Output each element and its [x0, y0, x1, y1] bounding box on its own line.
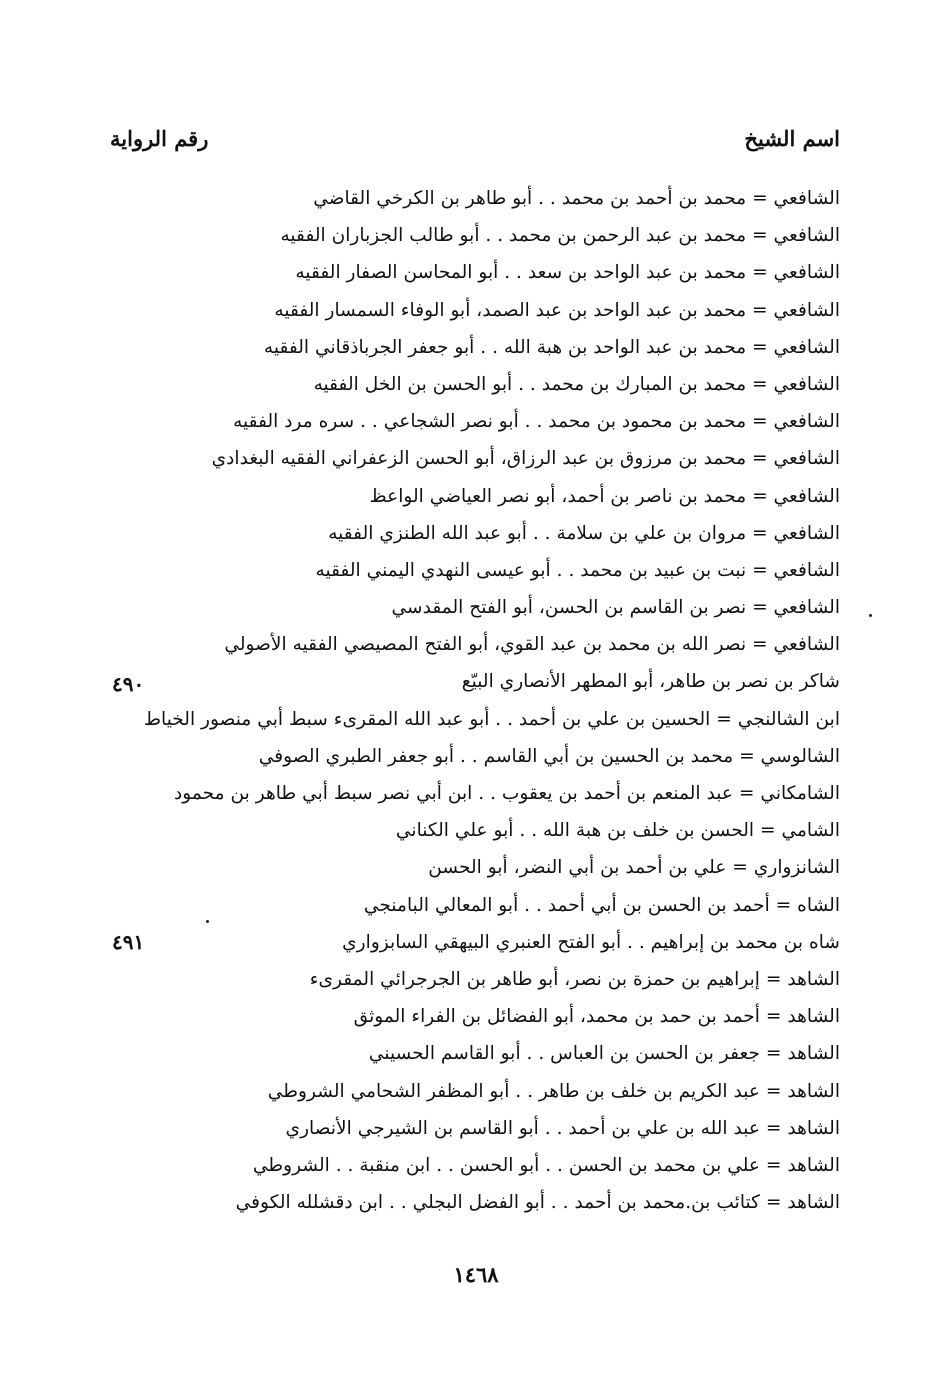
list-item: الشاهد = جعفر بن الحسن بن العباس . . أبو القاسم الحسيني — [368, 1043, 840, 1065]
list-item: الشافعي = نصر الله بن محمد بن عبد القوي، أبو الفتح المصيصي الفقيه الأصولي — [224, 634, 840, 656]
list-item: الشافعي = نصر بن القاسم بن الحسن، أبو الفتح المقدسي — [391, 597, 840, 619]
list-item: الشاهد = عبد الكريم بن خلف بن طاهر . . أبو المظفر الشحامي الشروطي — [267, 1080, 840, 1102]
list-item: الشافعي = نبت بن عبيد بن محمد . . أبو عيسى النهدي اليمني الفقيه — [315, 559, 840, 581]
list-item: الشاهد = علي بن محمد بن الحسن . . أبو الحسن . . ابن منقبة . . الشروطي — [252, 1154, 840, 1176]
list-item: الشافعي = محمد بن مرزوق بن عبد الرزاق، أبو الحسن الزعفراني الفقيه البغدادي — [211, 448, 840, 470]
list-item: شاه بن محمد بن إبراهيم . . أبو الفتح العنبري البيهقي السابزواري — [342, 931, 840, 953]
list-item: الشافعي = محمد بن عبد الواحد بن عبد الصمد، أبو الوفاء السمسار الفقيه — [274, 299, 840, 321]
page-number: ١٤٦٨ — [453, 1262, 499, 1287]
narration-number-column-header: رقم الرواية — [110, 126, 209, 151]
print-speck — [869, 614, 872, 617]
list-item: الشافعي = محمد بن عبد الرحمن بن محمد . . أبو طالب الجزباران الفقيه — [280, 225, 840, 247]
list-item: الشالوسي = محمد بن الحسين بن أبي القاسم . . أبو جعفر الطبري الصوفي — [258, 745, 840, 767]
list-item: الشاهد = إبراهيم بن حمزة بن نصر، أبو طاهر بن الجرجرائي المقرىء — [309, 968, 840, 990]
sheikh-name-column-header: اسم الشيخ — [744, 126, 840, 151]
list-item: الشافعي = محمد بن المبارك بن محمد . . أبو الحسن بن الخل الفقيه — [313, 373, 840, 395]
list-item: الشافعي = محمد بن عبد الواحد بن سعد . . أبو المحاسن الصفار الفقيه — [295, 262, 840, 284]
list-item: الشافعي = محمد بن عبد الواحد بن هبة الله . . أبو جعفر الجرباذقاني الفقيه — [263, 336, 840, 358]
list-item: الشافعي = مروان بن علي بن سلامة . . أبو عبد الله الطنزي الفقيه — [328, 522, 840, 544]
sheikh-entries-list — [110, 180, 840, 1221]
list-item: الشافعي = محمد بن ناصر بن أحمد، أبو نصر العياضي الواعظ — [369, 485, 840, 507]
list-item: الشاهد = عبد الله بن علي بن أحمد . . أبو القاسم بن الشيرجي الأنصاري — [285, 1117, 840, 1139]
list-item: الشافعي = محمد بن محمود بن محمد . . أبو نصر الشجاعي . . سره مرد الفقيه — [233, 411, 840, 433]
narration-number: ٤٩١ — [112, 930, 145, 954]
list-item: شاكر بن نصر بن طاهر، أبو المطهر الأنصاري البيّع — [461, 671, 840, 693]
list-item: الشاهد = كتائب بن.محمد بن أحمد . . أبو الفضل البجلي . . ابن دقشلله الكوفي — [235, 1192, 840, 1214]
print-speck — [206, 920, 209, 923]
list-item: الشافعي = محمد بن أحمد بن محمد . . أبو طاهر بن الكرخي القاضي — [313, 188, 840, 209]
narration-number: ٤٩٠ — [112, 672, 145, 696]
list-item: الشاهد = أحمد بن حمد بن محمد، أبو الفضائل بن الفراء الموثق — [353, 1006, 840, 1028]
list-item: الشامي = الحسن بن خلف بن هبة الله . . أبو علي الكناني — [395, 820, 840, 842]
list-item: الشانزواري = علي بن أحمد بن أبي النضر، أبو الحسن — [428, 857, 840, 879]
list-item: الشامكاني = عبد المنعم بن أحمد بن يعقوب . . ابن أبي نصر سبط أبي طاهر بن محمود — [173, 783, 840, 804]
list-item: ابن الشالنجي = الحسين بن علي بن أحمد . . أبو عبد الله المقرىء سبط أبي منصور الخياط — [143, 708, 840, 730]
list-item: الشاه = أحمد بن الحسن بن أبي أحمد . . أبو المعالي البامنجي — [363, 894, 840, 916]
